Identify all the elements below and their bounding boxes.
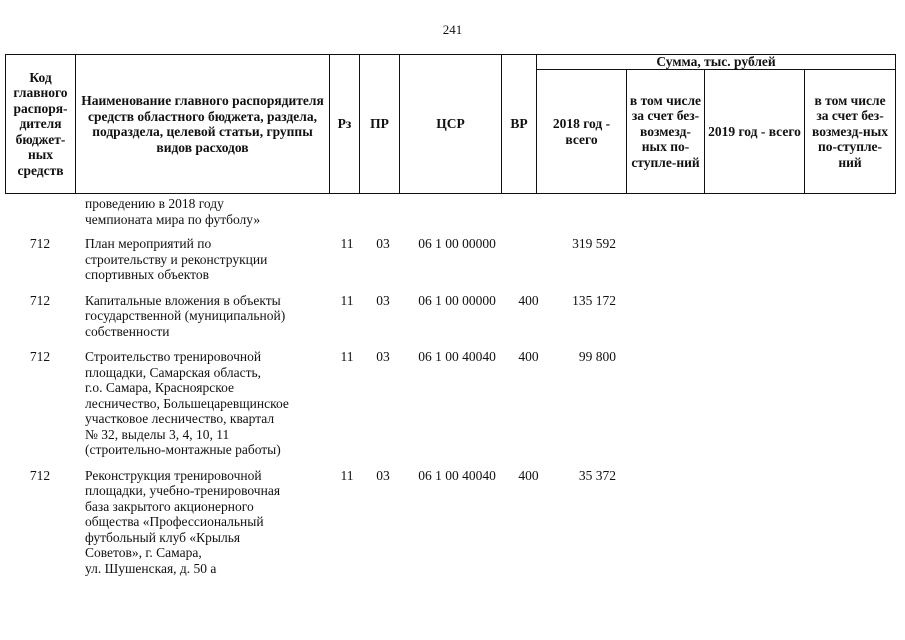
item-name-line: общества «Профессиональный <box>85 514 264 529</box>
header-code: Код главного распоря-дителя бюджет-ных средств <box>6 55 76 194</box>
budget-code: 712 <box>29 467 51 483</box>
section-rz: 11 <box>340 236 354 251</box>
target-csr: 06 1 00 00000 <box>418 236 496 251</box>
budget-code: 712 <box>29 236 51 251</box>
sum-2018: 35 372 <box>578 467 616 483</box>
continuation-line: чемпионата мира по футболу» <box>85 211 261 227</box>
header-2019-incl: в том числе за счет без-возмезд-ных по-ступле-ний <box>805 70 896 194</box>
item-name-line: лесничество, Большецаревщинское <box>85 395 289 411</box>
header-pr: ПР <box>360 55 400 194</box>
budget-code: 712 <box>29 292 51 308</box>
item-name-line: собственности <box>85 323 170 339</box>
section-rz: 11 <box>340 467 354 483</box>
item-name <box>85 293 330 340</box>
item-name-line: Строительство тренировочной <box>85 349 262 364</box>
continuation-row <box>5 196 895 236</box>
page-number: 241 <box>442 22 463 37</box>
table-header <box>5 54 896 194</box>
item-name-line: площадки, Самарская область, <box>85 364 262 380</box>
item-name-line: база закрытого акционерного <box>85 498 254 514</box>
item-name-line: Реконструкция тренировочной <box>85 467 262 483</box>
expense-type-vr: 400 <box>518 349 539 364</box>
item-name-line: ул. Шушенская, д. 50 а <box>85 560 217 576</box>
table-row <box>5 293 895 350</box>
target-csr: 06 1 00 00000 <box>418 292 496 308</box>
item-name-line: Капитальные вложения в объекты <box>85 292 281 308</box>
header-2019-total: 2019 год - всего <box>705 70 805 194</box>
expense-type-vr: 400 <box>518 292 539 308</box>
sum-2018: 99 800 <box>578 349 616 364</box>
header-name: Наименование главного распорядителя средств областного бюджета, раздела, подраздела, целевой статьи, группы видов расходов <box>76 55 330 194</box>
sum-2018: 319 592 <box>572 236 616 251</box>
section-rz: 11 <box>340 349 354 364</box>
subsection-pr: 03 <box>376 467 390 483</box>
item-name-line: футбольный клуб «Крылья <box>85 529 241 545</box>
expense-type-vr: 400 <box>518 467 539 483</box>
item-name <box>85 468 330 577</box>
item-name-line: г.о. Самара, Красноярское <box>85 380 235 395</box>
header-csr: ЦСР <box>400 55 502 194</box>
table-body <box>5 196 895 586</box>
item-name-line: № 32, выделы 3, 4, 10, 11 <box>85 426 230 442</box>
continuation-line: проведению в 2018 году <box>85 196 224 211</box>
table-row <box>5 468 895 587</box>
subsection-pr: 03 <box>376 292 390 308</box>
budget-code: 712 <box>29 349 51 364</box>
target-csr: 06 1 00 40040 <box>418 349 496 364</box>
target-csr: 06 1 00 40040 <box>418 467 496 483</box>
section-rz: 11 <box>340 292 354 308</box>
item-name-line: (строительно-монтажные работы) <box>85 442 281 457</box>
item-name-line: спортивных объектов <box>85 267 209 282</box>
item-name-line: государственной (муниципальной) <box>85 308 286 323</box>
subsection-pr: 03 <box>376 236 390 251</box>
item-name <box>85 349 330 458</box>
item-name-line: Советов», г. Самара, <box>85 545 202 560</box>
item-name <box>85 236 330 283</box>
sum-2018: 135 172 <box>572 292 616 308</box>
continuation-text <box>85 196 330 227</box>
header-sum-title: Сумма, тыс. рублей <box>537 55 896 70</box>
header-vr: ВР <box>502 55 537 194</box>
subsection-pr: 03 <box>376 349 390 364</box>
header-2018-total: 2018 год - всего <box>537 70 627 194</box>
header-2018-incl: в том числе за счет без-возмезд-ных по-ступле-ний <box>627 70 705 194</box>
item-name-line: участковое лесничество, квартал <box>85 411 275 426</box>
item-name-line: площадки, учебно-тренировочная <box>85 483 281 498</box>
item-name-line: План мероприятий по <box>85 236 212 251</box>
table-row <box>5 236 895 293</box>
item-name-line: строительству и реконструкции <box>85 251 268 267</box>
header-rz: Рз <box>330 55 360 194</box>
table-row <box>5 349 895 468</box>
